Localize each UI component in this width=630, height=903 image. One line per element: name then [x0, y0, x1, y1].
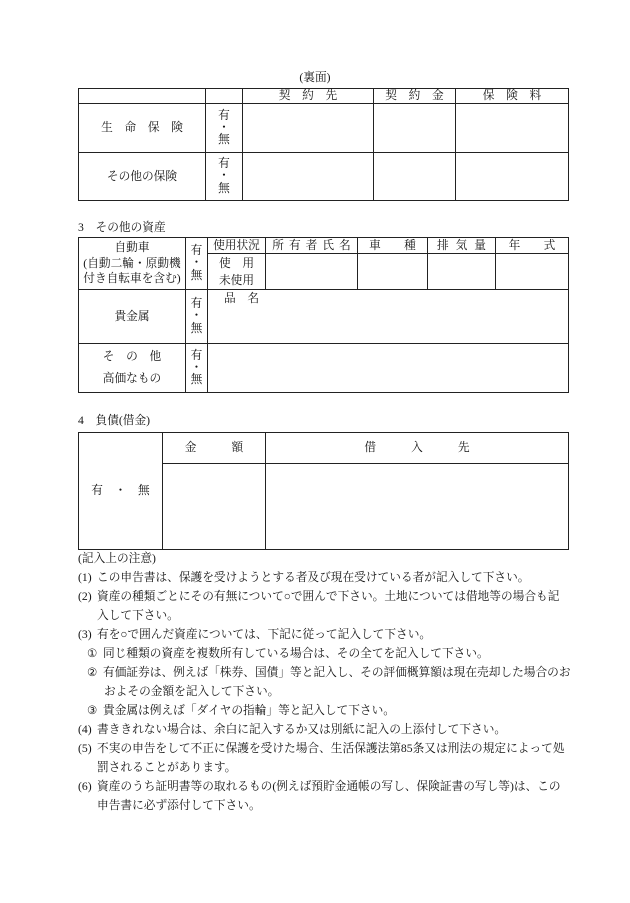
- vehicle-displacement-cell: [427, 253, 496, 290]
- other-valuables-label-cell: [78, 343, 186, 393]
- debt-table: [78, 432, 569, 550]
- life-insurance-premium-cell: [455, 103, 569, 153]
- presence-choice: [191, 245, 203, 282]
- debt-amount-cell: [162, 463, 266, 550]
- presence-dot: ・: [218, 169, 230, 183]
- debt-header-lender: [265, 432, 569, 464]
- presence-yes: 有: [190, 348, 203, 362]
- other-insurance-label-cell: [78, 152, 206, 201]
- vehicle-usage-options-cell: [207, 253, 266, 290]
- vehicle-label-cell: [78, 237, 186, 290]
- note-item-2: [78, 587, 570, 606]
- vehicle-model-year-cell: [495, 253, 569, 290]
- note-marker: (1): [78, 571, 92, 584]
- note-item-2-continued: [78, 606, 570, 625]
- note-text: 資産のうち証明書等の取れるもの(例えば預貯金通帳の写し、保険証書の写し等)は、この: [97, 780, 561, 793]
- life-insurance-contractor-cell: [242, 103, 374, 153]
- filling-notes: [78, 549, 570, 815]
- presence-choice: [191, 350, 203, 387]
- vehicle-presence-cell: [185, 237, 208, 290]
- note-text: 有を○で囲んだ資産については、下記に従って記入して下さい。: [97, 628, 432, 641]
- other-valuables-label-line1: そ の 他: [102, 350, 162, 363]
- note-text: 貴金属は例えば「ダイヤの指輪」等と記入して下さい。: [103, 704, 395, 717]
- presence-dot: ・: [218, 120, 230, 134]
- other-insurance-amount-cell: [373, 152, 456, 201]
- note-text: 罰されることがあります。: [97, 761, 237, 774]
- note-text: 申告書に必ず添付して下さい。: [97, 799, 261, 812]
- presence-yes: 有: [190, 244, 203, 258]
- vehicle-header-type-label: 車 種: [369, 238, 416, 252]
- usage-option-in-use: 使 用: [218, 256, 255, 270]
- note-subitem-1: [78, 644, 570, 663]
- presence-choice: [218, 158, 230, 195]
- note-sub-marker: ③: [87, 704, 98, 717]
- debt-section-title: 4 負債(借金): [78, 414, 151, 427]
- note-marker: (6): [78, 780, 92, 793]
- vehicle-header-owner-name: [265, 237, 358, 254]
- debt-header-lender-label: 借 入 先: [364, 441, 470, 454]
- vehicle-header-owner-name-label: 所有者氏名: [272, 238, 356, 252]
- life-insurance-label-cell: [78, 103, 206, 153]
- insurance-header-premium-label: 保 険 料: [482, 89, 542, 102]
- vehicle-header-usage-status-label: 使用状況: [213, 238, 260, 252]
- note-marker: (3): [78, 628, 92, 641]
- note-item-3: [78, 625, 570, 644]
- presence-dot: ・: [190, 360, 203, 374]
- presence-choice: [191, 298, 203, 335]
- note-sub-marker: ②: [87, 666, 98, 679]
- presence-yes: 有: [218, 157, 230, 171]
- vehicle-header-model-year-label: 年 式: [508, 238, 556, 252]
- note-subitem-2: [78, 663, 570, 682]
- insurance-table: [78, 88, 569, 201]
- note-item-6: [78, 777, 570, 796]
- note-item-5: [78, 739, 570, 758]
- vehicle-header-usage-status: [207, 237, 266, 254]
- presence-no: 無: [218, 133, 230, 147]
- note-item-4: [78, 720, 570, 739]
- other-insurance-label: その他の保険: [106, 169, 178, 183]
- insurance-header-contractor: [242, 88, 374, 104]
- vehicle-label: 自動車: [114, 241, 150, 255]
- precious-metals-presence-cell: [185, 289, 208, 344]
- notes-title: (記入上の注意): [78, 552, 156, 565]
- note-text: 同じ種類の資産を複数所有している場合は、その全てを記入して下さい。: [103, 647, 489, 660]
- other-insurance-contractor-cell: [242, 152, 374, 201]
- note-marker: (5): [78, 742, 92, 755]
- vehicle-owner-name-cell: [265, 253, 358, 290]
- note-marker: (2): [78, 590, 92, 603]
- insurance-header-contractor-label: 契 約 先: [278, 89, 338, 102]
- precious-metals-item-cell: [207, 289, 569, 344]
- debt-presence-cell: [78, 432, 163, 550]
- other-assets-section-title: 3 その他の資産: [78, 221, 166, 234]
- presence-no: 無: [218, 181, 230, 195]
- vehicle-header-displacement-label: 排 気 量: [437, 238, 488, 252]
- presence-yes: 有: [190, 297, 203, 311]
- presence-yes: 有: [218, 108, 230, 122]
- debt-presence-label: 有 ・ 無: [91, 484, 150, 497]
- presence-choice: [218, 110, 230, 147]
- note-subitem-3: [78, 701, 570, 720]
- precious-metals-label-cell: [78, 289, 186, 344]
- debt-header-amount: [162, 432, 266, 464]
- other-valuables-label-line2: 高価なもの: [102, 372, 162, 385]
- note-text: 書ききれない場合は、余白に記入するか又は別紙に記入の上添付して下さい。: [97, 723, 507, 736]
- note-text: 入して下さい。: [97, 609, 179, 622]
- note-text: およその金額を記入して下さい。: [104, 685, 280, 698]
- note-sub-marker: ①: [87, 647, 98, 660]
- presence-no: 無: [190, 321, 203, 335]
- insurance-header-premium: [455, 88, 569, 104]
- note-subitem-2-continued: [78, 682, 570, 701]
- insurance-header-presence-blank: [205, 88, 243, 104]
- note-item-5-continued: [78, 758, 570, 777]
- note-text: この申告書は、保護を受けようとする者及び現在受けている者が記入して下さい。: [97, 571, 530, 584]
- other-insurance-premium-cell: [455, 152, 569, 201]
- presence-dot: ・: [190, 256, 203, 270]
- note-text: 資産の種類ごとにその有無について○で囲んで下さい。土地については借地等の場合も記: [97, 590, 560, 603]
- precious-metals-label: 貴金属: [114, 309, 150, 323]
- vehicle-header-model-year: [495, 237, 569, 254]
- presence-no: 無: [190, 268, 203, 282]
- other-valuables-detail-cell: [207, 343, 569, 393]
- other-insurance-presence-cell: [205, 152, 243, 201]
- vehicle-label-note-line1: (自動二輪・原動機: [83, 256, 181, 270]
- other-valuables-presence-cell: [185, 343, 208, 393]
- life-insurance-amount-cell: [373, 103, 456, 153]
- item-name-label: 品 名: [224, 292, 260, 305]
- insurance-header-contract-amount-label: 契 約 金: [385, 89, 444, 102]
- vehicle-label-note-line2: 付き自転車を含む): [83, 272, 181, 286]
- vehicle-header-displacement: [427, 237, 496, 254]
- vehicle-type-cell: [357, 253, 428, 290]
- insurance-header-contract-amount: [373, 88, 456, 104]
- life-insurance-presence-cell: [205, 103, 243, 153]
- debt-lender-cell: [265, 463, 569, 550]
- note-text: 不実の申告をして不正に保護を受けた場合、生活保護法第85条又は刑法の規定によって処: [97, 742, 565, 755]
- debt-header-amount-label: 金 額: [184, 441, 244, 454]
- note-item-1: [78, 568, 570, 587]
- insurance-header-type-blank: [78, 88, 206, 104]
- note-text: 有価証券は、例えば「株券、国債」等と記入し、その評価概算額は現在売却した場合のお: [103, 666, 571, 679]
- presence-dot: ・: [190, 309, 203, 323]
- page-side-label: (裏面): [299, 71, 331, 84]
- presence-no: 無: [190, 373, 203, 387]
- vehicle-header-type: [357, 237, 428, 254]
- usage-option-unused: 未使用: [218, 273, 255, 287]
- life-insurance-label: 生 命 保 険: [101, 121, 183, 134]
- note-marker: (4): [78, 723, 92, 736]
- other-assets-table: [78, 237, 569, 393]
- note-item-6-continued: [78, 796, 570, 815]
